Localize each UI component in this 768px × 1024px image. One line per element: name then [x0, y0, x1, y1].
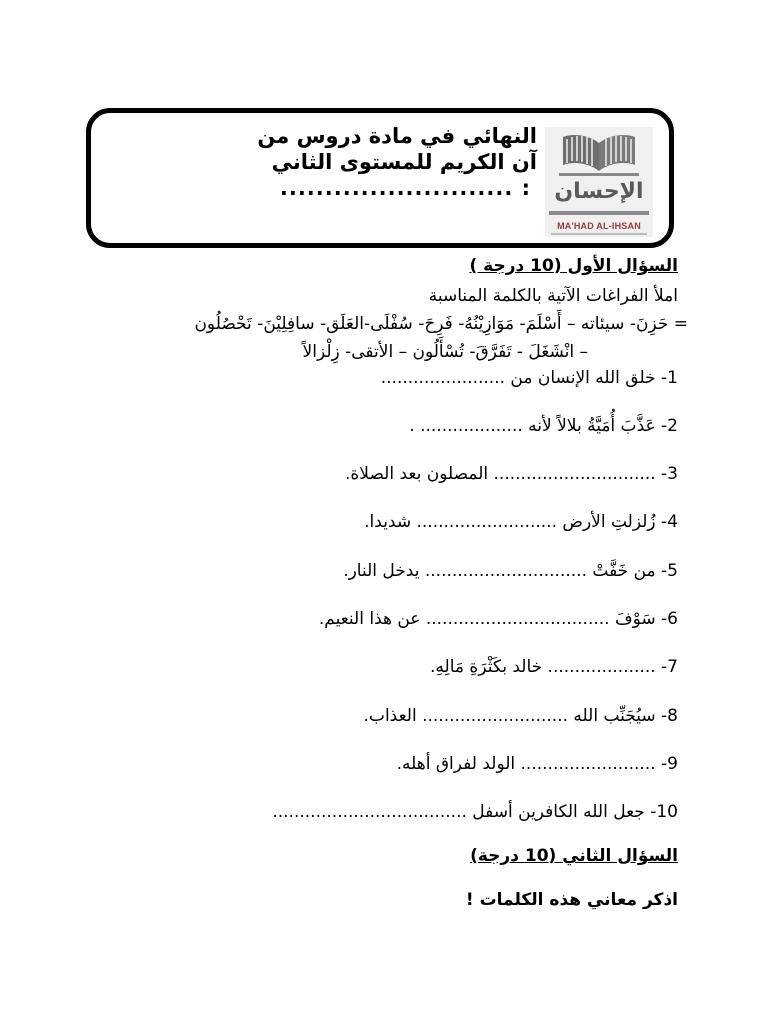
- logo-arabic-text: الإحسان: [554, 179, 644, 204]
- fill-blank-item-9: 9- ......................... الولد لفراق أهله.: [396, 754, 678, 774]
- fill-blank-item-10: 10- جعل الله الكافرين أسفل ....................................: [272, 802, 678, 822]
- question2-title: السؤال الثاني (10 درجة): [470, 846, 678, 866]
- question2-instruction: اذكر معاني هذه الكلمات !: [465, 890, 678, 910]
- student-name-line: : ..........................: [279, 176, 531, 200]
- word-bank-line1: = حَزِنَ- سيئاته – أَسْلَمَ- مَوَازِيْنُهُ- فَرِحَ- سُفْلَى-العَلَق- سافِلِيْنَ- تَحْصُلُون: [194, 314, 688, 334]
- fill-blank-item-8: 8- سيُجَنِّب الله ........................... العذاب.: [363, 706, 678, 726]
- exam-header-box: [86, 108, 674, 248]
- exam-header-text: [91, 123, 537, 201]
- question1-title: السؤال الأول (10 درجة ): [469, 256, 678, 276]
- fill-blank-item-2: 2- عَذَّبَ أُمَيَّةُ بلالاً لأنه ................... .: [409, 416, 678, 436]
- exam-title-line2: آن الكريم للمستوى الثاني: [271, 150, 537, 174]
- logo-underline: [551, 233, 647, 235]
- fill-blank-item-7: 7- .................... خالد بكَثْرَةِ مَالِهِ.: [430, 657, 678, 677]
- fill-blank-item-3: 3- .............................. المصلون بعد الصلاة.: [344, 464, 678, 484]
- logo-latin-text: MA'HAD AL-IHSAN: [557, 221, 641, 231]
- fill-blank-item-5: 5- من خَفَّتْ .............................. يدخل النار.: [343, 561, 678, 581]
- book-icon: [545, 127, 653, 183]
- institute-logo: [545, 127, 653, 237]
- word-bank-line2: – انْشَغَلَ - تَفَرَّقَ- تُسْأَلُون – الأتقى- زِلْزالاً: [302, 342, 588, 362]
- fill-blank-item-6: 6- سَوْفَ .................................. عن هذا النعيم.: [318, 609, 678, 629]
- logo-divider: [549, 211, 649, 215]
- fill-blank-item-1: 1- خلق الله الإنسان من .......................: [380, 368, 678, 388]
- exam-title-line1: النهائي في مادة دروس من: [257, 124, 537, 148]
- fill-blank-item-4: 4- زُلزلتِ الأرض .......................... شديدا.: [364, 512, 678, 532]
- question1-instruction: املأ الفراغات الآتية بالكلمة المناسبة: [428, 286, 678, 306]
